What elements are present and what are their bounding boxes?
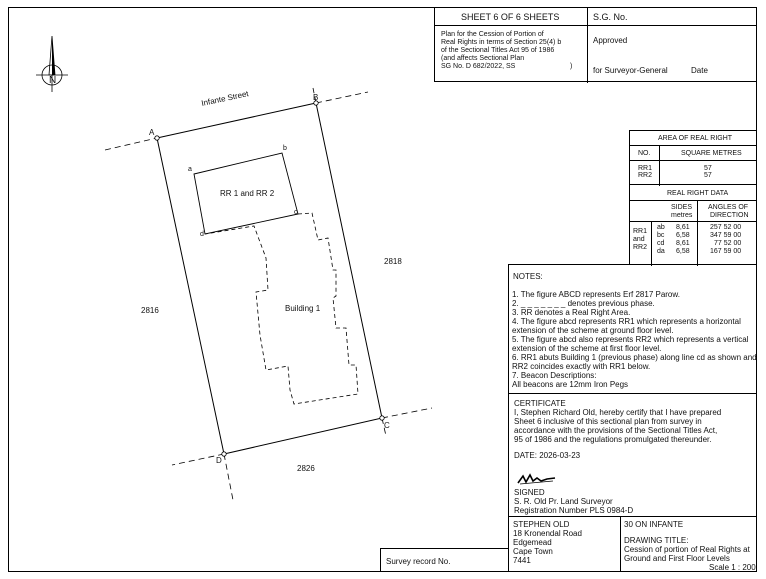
side-length: 6,58	[676, 232, 690, 239]
corner-d-small: d	[200, 231, 204, 238]
note-line: extension of the scheme at ground floor level.	[512, 326, 674, 335]
address-line: Cape Town	[513, 547, 553, 556]
sheet-number: SHEET 6 OF 6 SHEETS	[461, 12, 560, 22]
note-line: RR2 coincides exactly with RR1 below.	[512, 362, 651, 371]
group-label: RR2	[633, 244, 648, 251]
corner-d-label: D	[216, 456, 222, 465]
side-name: cd	[657, 240, 665, 247]
erf-bottom-label: 2826	[297, 464, 315, 473]
area-row-value: 57	[704, 172, 712, 179]
approved-label: Approved	[593, 36, 628, 45]
side-name: ab	[657, 224, 665, 231]
scale-label: Scale 1 : 200	[709, 563, 756, 572]
col-sides-unit: metres	[671, 212, 693, 219]
corner-b-label: B	[313, 93, 319, 102]
north-label: N	[49, 75, 57, 86]
area-table	[629, 130, 757, 185]
title-block	[434, 7, 757, 82]
certificate-line: Sheet 6 inclusive of this sectional plan from survey in	[514, 417, 702, 426]
col-angles-2: DIRECTION	[710, 212, 749, 219]
drawing-title-label: DRAWING TITLE:	[624, 536, 689, 545]
corner-a-small: a	[188, 166, 192, 173]
area-title: AREA OF REAL RIGHT	[658, 135, 733, 142]
side-direction: 347 59 00	[710, 232, 742, 239]
street-label: Infante Street	[200, 89, 250, 108]
signed-label: SIGNED	[514, 488, 545, 497]
beacons	[155, 101, 384, 456]
certificate-line: 95 of 1986 and the regulations promulgated thereunder.	[514, 435, 712, 444]
area-row-no: RR1	[638, 165, 653, 172]
survey-record-box	[380, 548, 509, 572]
surveyor-general-label: for Surveyor-General	[593, 66, 668, 75]
erf-left-label: 2816	[141, 306, 159, 315]
certificate-heading: CERTIFICATE	[514, 399, 566, 408]
col-angles: ANGLES OF	[708, 204, 749, 211]
right-data-title: REAL RIGHT DATA	[667, 190, 729, 197]
building-label: Building 1	[285, 304, 321, 313]
project-name: 30 ON INFANTE	[624, 520, 684, 529]
drawing-title-line: Cession of portion of Real Rights at	[624, 545, 750, 554]
area-row-value: 57	[704, 165, 712, 172]
side-length: 6,58	[676, 248, 690, 255]
col-sides: SIDES	[671, 204, 693, 211]
address-line: STEPHEN OLD	[513, 520, 570, 529]
side-direction: 257 52 00	[710, 224, 742, 231]
side-name: da	[657, 248, 665, 255]
plan-desc-paren: )	[570, 63, 573, 70]
right-data-table	[629, 184, 757, 265]
side-direction: 77 52 00	[714, 240, 742, 247]
area-col-sqm: SQUARE METRES	[681, 150, 742, 157]
area-col-no: NO.	[638, 150, 651, 157]
certificate-line: I, Stephen Richard Old, hereby certify that I have prepared	[514, 408, 722, 417]
plan-desc-4: (and affects Sectional Plan	[441, 55, 525, 62]
notes-heading: NOTES:	[513, 272, 543, 281]
building-1-outline	[205, 213, 358, 404]
address-line: 18 Kronendal Road	[513, 529, 582, 538]
survey-record-label: Survey record No.	[386, 557, 451, 566]
plan-desc-1: Plan for the Cession of Portion of	[441, 31, 544, 38]
rr-label: RR 1 and RR 2	[220, 189, 275, 198]
notes-box	[508, 264, 757, 394]
area-row-no: RR2	[638, 172, 653, 179]
erf-right-label: 2818	[384, 257, 402, 266]
group-label: and	[633, 236, 645, 243]
side-length: 8,61	[676, 224, 690, 231]
note-line: 5. The figure abcd also represents RR2 which represents a vertical	[512, 335, 749, 344]
extension-lines	[105, 88, 432, 500]
note-line: All beacons are 12mm Iron Pegs	[512, 380, 629, 389]
address-line: Edgemead	[513, 538, 552, 547]
registration-number: Registration Number PLS 0984-D	[514, 506, 634, 515]
note-line: 2. _ _ _ _ _ _ _ denotes previous phase.	[512, 299, 655, 308]
side-name: bc	[657, 232, 665, 239]
side-direction: 167 59 00	[710, 248, 742, 255]
note-line: 7. Beacon Descriptions:	[512, 371, 597, 380]
address-line: 7441	[513, 556, 531, 565]
date-label: Date	[691, 66, 708, 75]
side-length: 8,61	[676, 240, 690, 247]
plan-desc-5: SG No. D 682/2022, SS	[441, 63, 516, 70]
certificate-date: DATE: 2026-03-23	[514, 451, 581, 460]
signature-icon	[517, 472, 557, 486]
corner-a-label: A	[149, 128, 155, 137]
note-line: extension of the scheme at first floor level.	[512, 344, 662, 353]
plan-desc-2: Real Rights in terms of Section 25(4) b	[441, 39, 562, 46]
note-line: 4. The figure abcd represents RR1 which represents a horizontal	[512, 317, 741, 326]
note-line: 1. The figure ABCD represents Erf 2817 Parow.	[512, 290, 680, 299]
certificate-box	[508, 393, 757, 517]
certificate-line: accordance with the provisions of the Sectional Titles Act,	[514, 426, 718, 435]
drawing-title-line: Ground and First Floor Levels	[624, 554, 730, 563]
plan-desc-3: of the Sectional Titles Act 95 of 1986	[441, 47, 555, 54]
surveyor-address-box	[508, 516, 621, 572]
group-label: RR1	[633, 228, 648, 235]
corner-b-small: b	[283, 145, 287, 152]
corner-c-small: c	[294, 209, 298, 216]
drawing-title-box	[620, 516, 757, 572]
corner-c-label: C	[384, 421, 390, 430]
note-line: 6. RR1 abuts Building 1 (previous phase) along line cd as shown and	[512, 353, 757, 362]
sg-number: S.G. No.	[593, 12, 628, 22]
note-line: 3. RR denotes a Real Right Area.	[512, 308, 631, 317]
surveyor-name: S. R. Old Pr. Land Surveyor	[514, 497, 613, 506]
